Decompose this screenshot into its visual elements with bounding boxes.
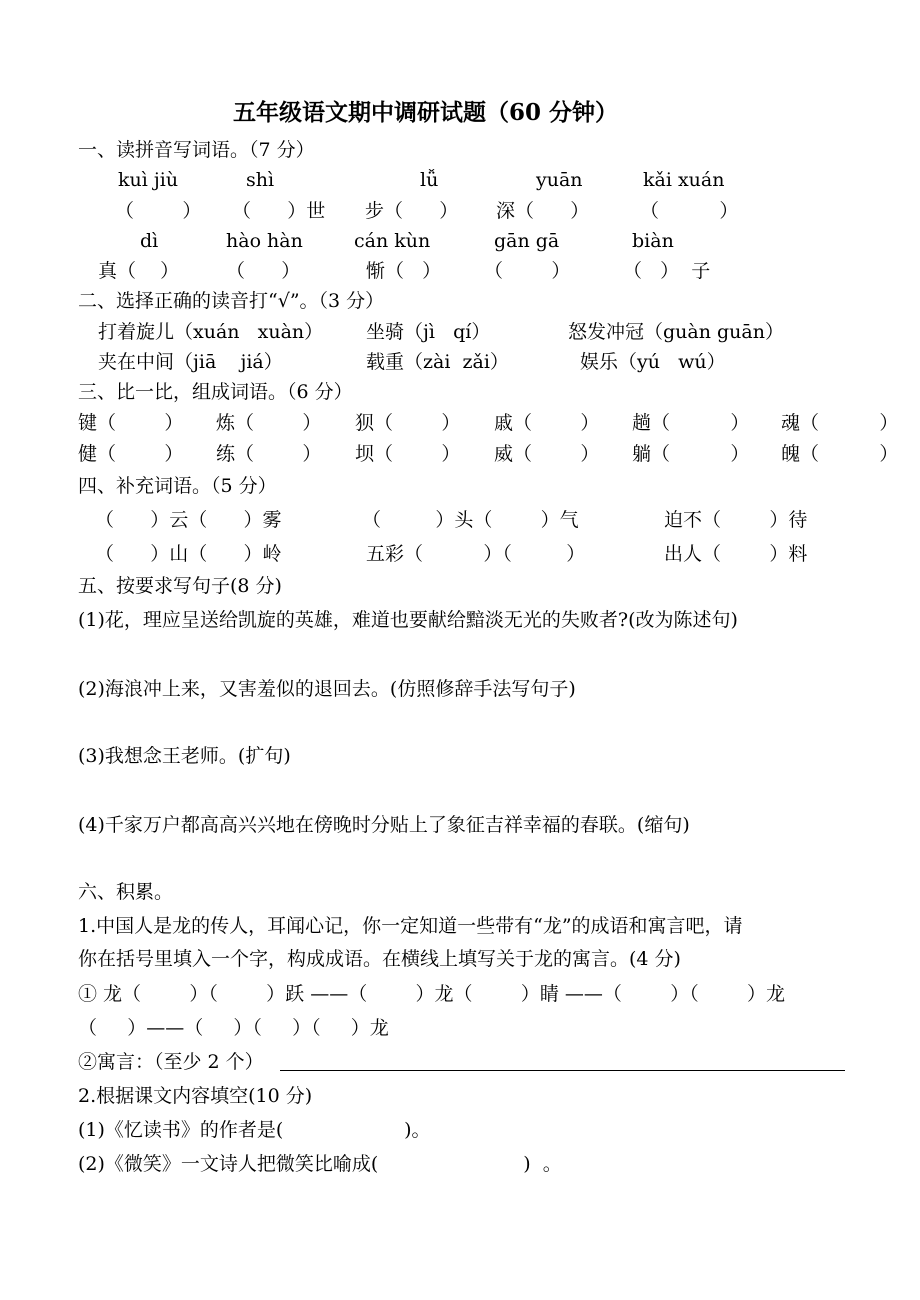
section-4-heading: 四、补充词语。（5 分）: [78, 475, 277, 497]
compare-2-6[interactable]: 魄（ ）: [781, 443, 899, 465]
pinyin-2-1: dì: [140, 230, 159, 252]
blank-1-3[interactable]: 步（ ）: [365, 200, 459, 222]
pinyin-2-2: hào hàn: [226, 230, 303, 252]
fill-blank-q2[interactable]: (2)《微笑》一文诗人把微笑比喻成( ) 。: [78, 1153, 562, 1175]
idiom-fill-2-1[interactable]: （ ）山（ ）岭: [95, 543, 282, 565]
sentence-question-4: (4)千家万户都高高兴兴地在傍晚时分贴上了象征吉祥幸福的春联。(缩句): [78, 814, 690, 836]
fill-blank-heading: 2.根据课文内容填空(10 分): [78, 1085, 313, 1107]
reading-1-3[interactable]: 怒发冲冠（guàn guān）: [568, 321, 784, 343]
compare-1-1[interactable]: 键（ ）: [78, 412, 184, 434]
pinyin-1-3: lǚ: [420, 169, 439, 191]
dragon-idiom-line1[interactable]: ① 龙（ ）（ ）跃 ——（ ）龙（ ）睛 ——（ ）（ ）龙: [78, 983, 786, 1005]
blank-2-5[interactable]: （ ） 子: [623, 260, 711, 282]
idiom-fill-2-3[interactable]: 出人（ ）料: [664, 543, 808, 565]
sentence-question-2: (2)海浪冲上来，又害羞似的退回去。(仿照修辞手法写句子): [78, 678, 576, 700]
compare-2-3[interactable]: 坝（ ）: [355, 443, 461, 465]
blank-1-5[interactable]: （ ）: [640, 200, 739, 222]
section-6-heading: 六、积累。: [78, 881, 174, 903]
blank-1-2[interactable]: （ ）世: [232, 200, 326, 222]
idiom-fill-1-2[interactable]: （ ）头（ ）气: [362, 509, 579, 531]
compare-2-4[interactable]: 威（ ）: [494, 443, 600, 465]
compare-1-6[interactable]: 魂（ ）: [781, 412, 899, 434]
compare-1-5[interactable]: 趟（ ）: [632, 412, 750, 434]
reading-2-3[interactable]: 娱乐（yú wú）: [580, 351, 726, 373]
pinyin-2-5: biàn: [632, 230, 674, 252]
pinyin-2-3: cán kùn: [354, 230, 431, 252]
compare-1-4[interactable]: 戚（ ）: [494, 412, 600, 434]
section-5-heading: 五、按要求写句子(8 分): [78, 575, 282, 597]
blank-1-4[interactable]: 深（ ）: [496, 200, 590, 222]
compare-2-1[interactable]: 健（ ）: [78, 443, 184, 465]
pinyin-1-1: kuì jiù: [118, 169, 179, 191]
pinyin-2-4: gān gā: [494, 230, 560, 252]
idiom-fill-1-3[interactable]: 迫不（ ）待: [664, 509, 808, 531]
blank-2-1[interactable]: 真（ ）: [98, 260, 180, 282]
compare-1-3[interactable]: 狈（ ）: [355, 412, 461, 434]
reading-2-1[interactable]: 夹在中间（jiā jiá）: [98, 351, 283, 373]
compare-2-2[interactable]: 练（ ）: [216, 443, 322, 465]
section-3-heading: 三、比一比，组成词语。（6 分）: [78, 381, 353, 403]
blank-1-1[interactable]: （ ）: [115, 200, 202, 222]
section-1-heading: 一、读拼音写词语。（7 分）: [78, 139, 315, 161]
accumulation-q1-line2: 你在括号里填入一个字，构成成语。在横线上填写关于龙的寓言。(4 分): [78, 948, 681, 970]
idiom-fill-1-1[interactable]: （ ）云（ ）雾: [95, 509, 282, 531]
fable-answer-line[interactable]: [280, 1070, 845, 1071]
blank-2-3[interactable]: 惭（ ）: [366, 260, 442, 282]
compare-1-2[interactable]: 炼（ ）: [216, 412, 322, 434]
compare-2-5[interactable]: 躺（ ）: [632, 443, 750, 465]
page-title: 五年级语文期中调研试题（60 分钟）: [233, 99, 619, 126]
pinyin-1-2: shì: [246, 169, 275, 191]
dragon-idiom-line2[interactable]: （ ）——（ ）（ ）（ ）龙: [78, 1017, 389, 1039]
reading-2-2[interactable]: 载重（zài zǎi）: [366, 351, 509, 373]
pinyin-1-5: kǎi xuán: [643, 169, 725, 191]
blank-2-4[interactable]: （ ）: [484, 260, 571, 282]
section-2-heading: 二、选择正确的读音打“√”。（3 分）: [78, 290, 385, 312]
blank-2-2[interactable]: （ ）: [226, 260, 301, 282]
fill-blank-q1[interactable]: (1)《忆读书》的作者是( )。: [78, 1119, 431, 1141]
reading-1-2[interactable]: 坐骑（jì qí）: [366, 321, 491, 343]
sentence-question-3: (3)我想念王老师。(扩句): [78, 745, 291, 767]
pinyin-1-4: yuān: [536, 169, 583, 191]
sentence-question-1: (1)花，理应呈送给凯旋的英雄，难道也要献给黯淡无光的失败者?(改为陈述句): [78, 609, 738, 631]
fable-label: ②寓言：（至少 2 个）: [78, 1051, 264, 1073]
accumulation-q1-line1: 1.中国人是龙的传人，耳闻心记，你一定知道一些带有“龙”的成语和寓言吧，请: [78, 915, 743, 937]
idiom-fill-2-2[interactable]: 五彩（ ）（ ）: [366, 543, 586, 565]
reading-1-1[interactable]: 打着旋儿（xuán xuàn）: [98, 321, 324, 343]
